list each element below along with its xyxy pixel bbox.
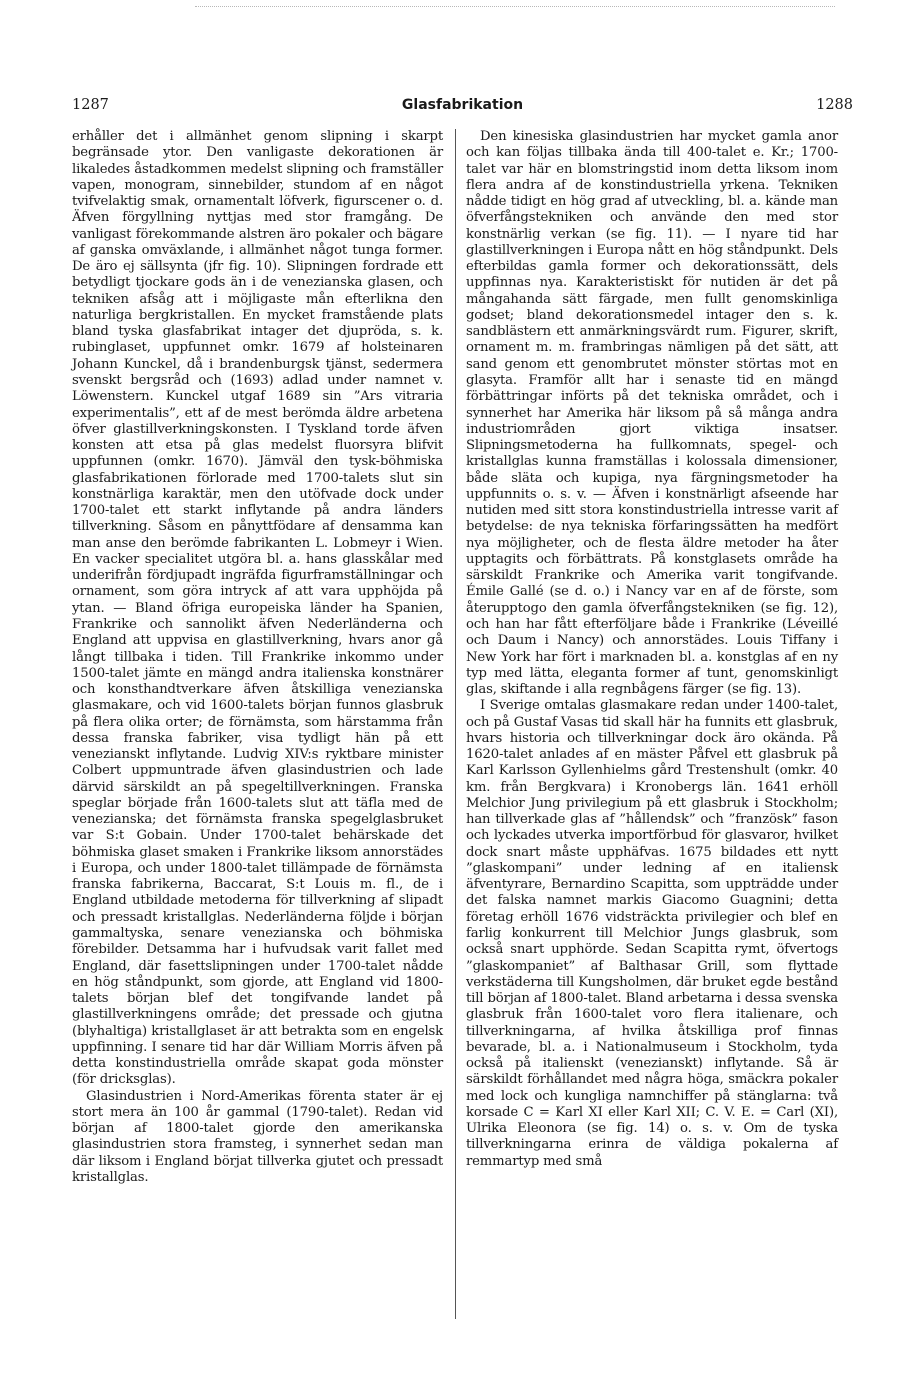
column-divider bbox=[455, 129, 456, 1319]
right-column bbox=[466, 129, 838, 1170]
page-number-left: 1287 bbox=[72, 97, 109, 113]
page-header bbox=[72, 96, 853, 114]
left-paragraph-2: Glasindustrien i Nord-Amerikas förenta stater är ej stort mera än 100 år gammal (1790-talet). Redan vid början af 1800-talet gjorde den amerikanska glasindustrien stora framsteg, i synnerhet sedan man där liksom i England börjat tillverka gjutet och pressadt kristallglas. bbox=[72, 1088, 443, 1185]
right-paragraph-1: Den kinesiska glasindustrien har mycket gamla anor och kan följas tillbaka ända till 400-talet e. Kr.; 1700-talet var här en blomstringstid inom detta liksom inom flera andra af de konstindustriella yrkena. Tekniken nådde tidigt en hög grad af utveckling, bl. a. kände man öfverfångstekniken och använde den med stor konstnärlig verkan (se fig. 11). — I nyare tid har glastillverkningen i Europa nått en hög ståndpunkt. Dels efterbildas gamla former och dekorationssätt, dels uppfinnas nya. Karakteristiskt för nutiden är det på mångahanda sätt färgade, men fullt genomskinliga godset; bland dekorationsmedel intager den s. k. sandblästern ett anmärkningsvärdt rum. Figurer, skrift, ornament m. m. frambringas nämligen på det sätt, att sand genom ett genombrutet mönster störtas mot en glasyta. Framför allt har i senaste tid en mängd förbättringar införts på det tekniska området, och i synnerhet har Amerika här liksom på så många andra industriområden gjort viktiga insatser. Slipningsmetoderna ha fullkomnats, spegel- och kristallglas kunna framställas i kolossala dimensioner, både släta och kupiga, nya färgningsmetoder ha uppfunnits o. s. v. — Äfven i konstnärligt afseende har nutiden med sitt stora konstindustriella intresse varit af betydelse: de nya tekniska förfaringssätten ha medfört nya möjligheter, och de flesta äldre metoder ha åter upptagits och förbättrats. På konstglasets område ha särskildt Frankrike och Amerika varit tongifvande. Émile Gallé (se d. o.) i Nancy var en af de förste, som återupptogo den gamla öfverfångstekniken (se fig. 12), och han har fått efterföljare både i Frankrike (Léveillé och Daum i Nancy) och annorstädes. Louis Tiffany i New York har fört i marknaden bl. a. konstglas af en ny typ med lätta, eleganta former af tunt, genomskinligt glas, skiftande i alla regnbågens färger (se fig. 13). bbox=[466, 129, 838, 698]
page-number-right: 1288 bbox=[816, 97, 853, 113]
top-dotted-rule bbox=[195, 6, 835, 7]
left-paragraph-1: erhåller det i allmänhet genom slipning i skarpt begränsade ytor. Den vanligaste dekorationen är likaledes åstadkommen medelst slipning och framställer vapen, monogram, sinnebilder, stundom af en något tvifvelaktig smak, ornamentalt löfverk, figurscener o. d. Äfven förgyllning nyttjas med stor framgång. De vanligast förekommande alstren äro pokaler och bägare af ganska omväxlande, i allmänhet något tunga former. De äro ej sällsynta (jfr fig. 10). Slipningen fordrade ett betydligt tjockare gods än i de venezianska glasen, och tekniken afsåg att i möjligaste mån efterlikna den naturliga bergkristallen. En mycket framstående plats bland tyska glasfabrikat intager det djupröda, s. k. rubinglaset, uppfunnet omkr. 1679 af holsteinaren Johann Kunckel, då i brandenburgsk tjänst, sedermera svenskt bergsråd och (1693) adlad under namnet v. Löwenstern. Kunckel utgaf 1689 sin ”Ars vitraria experimentalis”, ett af de mest berömda äldre arbetena öfver glastillverkningskonsten. I Tyskland torde äfven konsten att etsa på glas medelst fluorsyra blifvit uppfunnen (omkr. 1670). Jämväl den tysk-böhmiska glasfabrikationen förlorade med 1700-talets slut sin konstnärliga karaktär, men den utöfvade dock under 1700-talet ett starkt inflytande på andra länders tillverkning. Såsom en pånyttfödare af densamma kan man anse den berömde fabrikanten L. Lobmeyr i Wien. En vacker specialitet utgöra bl. a. hans glasskålar med underifrån fördjupadt ingräfda figurframställningar och ornament, som göra intryck af att vara upphöjda på ytan. — Bland öfriga europeiska länder ha Spanien, Frankrike och sannolikt äfven Nederländerna och England att uppvisa en glastillverkning, hvars anor gå långt tillbaka i tiden. Till Frankrike inkommo under 1500-talet jämte en mängd andra italienska konstnärer och konsthandtverkare äfven åtskilliga venezianska glasmakare, och vid 1600-talets början funnos glasbruk på flera olika orter; de förnämsta, som härstamma från dessa franska fabriker, visa tydligt hän på ett venezianskt inflytande. Ludvig XIV:s ryktbare minister Colbert uppmuntrade äfven glasindustrien och lade därvid särskildt an på spegeltillverkningen. Franska speglar började från 1600-talets slut att täfla med de venezianska; det förnämsta franska spegelglasbruket var S:t Gobain. Under 1700-talet behärskade det böhmiska glaset smaken i Frankrike liksom annorstädes i Europa, och under 1800-talet tillämpade de förnämsta franska fabrikerna, Baccarat, S:t Louis m. fl., de i England utbildade metoderna för tillverkning af slipadt och pressadt kristallglas. Nederländerna följde i början gammaltyska, senare venezianska och böhmiska förebilder. Detsamma har i hufvudsak varit fallet med England, där fasettslipningen under 1700-talet nådde en hög ståndpunkt, som gjorde, att England vid 1800-talets början blef det tongifvande landet på glastillverkningens område; det pressade och gjutna (blyhaltiga) kristallglaset är att betrakta som en engelsk uppfinning. I senare tid har där William Morris äfven på detta konstindustriella område skapat goda mönster (för dricksglas). bbox=[72, 129, 443, 1088]
right-paragraph-2: I Sverige omtalas glasmakare redan under 1400-talet, och på Gustaf Vasas tid skall här ha funnits ett glasbruk, hvars historia och tillverkningar dock äro okända. På 1620-talet anlades af en mäster Påfvel ett glasbruk på Karl Karlsson Gyllenhielms gård Trestenshult (omkr. 40 km. från Bergkvara) i Kronobergs län. 1641 erhöll Melchior Jung privilegium på ett glasbruk i Stockholm; han tillverkade glas af ”hållendsk” och ”französk” fason och lyckades utverka importförbud för glasvaror, hvilket dock snart måste upphäfvas. 1675 bildades ett nytt ”glaskompani” under ledning af en italiensk äfventyrare, Bernardino Scapitta, som uppträdde under det falska namnet markis Giacomo Guagnini; detta företag erhöll 1676 vidsträckta privilegier och blef en farlig konkurrent till Melchior Jungs glasbruk, som också snart upphörde. Sedan Scapitta rymt, öfvertogs ”glaskompaniet” af Balthasar Grill, som flyttade verkstäderna till Kungsholmen, där bruket egde bestånd till början af 1800-talet. Bland arbetarna i dessa svenska glasbruk från 1600-talet voro flera italienare, och tillverkningarna, af hvilka åtskilliga prof finnas bevarade, bl. a. i Nationalmuseum i Stockholm, tyda också på italienskt (venezianskt) inflytande. Så är särskildt förhållandet med några höga, smäckra pokaler med lock och kungliga namnchiffer på stänglarna: två korsade C = Karl XI eller Karl XII; C. V. E. = Carl (XI), Ulrika Eleonora (se fig. 14) o. s. v. Om de tyska tillverkningarna erinra de väldiga pokalerna af remmartyp med små bbox=[466, 698, 838, 1169]
running-title: Glasfabrikation bbox=[401, 97, 524, 113]
left-column bbox=[72, 129, 443, 1186]
